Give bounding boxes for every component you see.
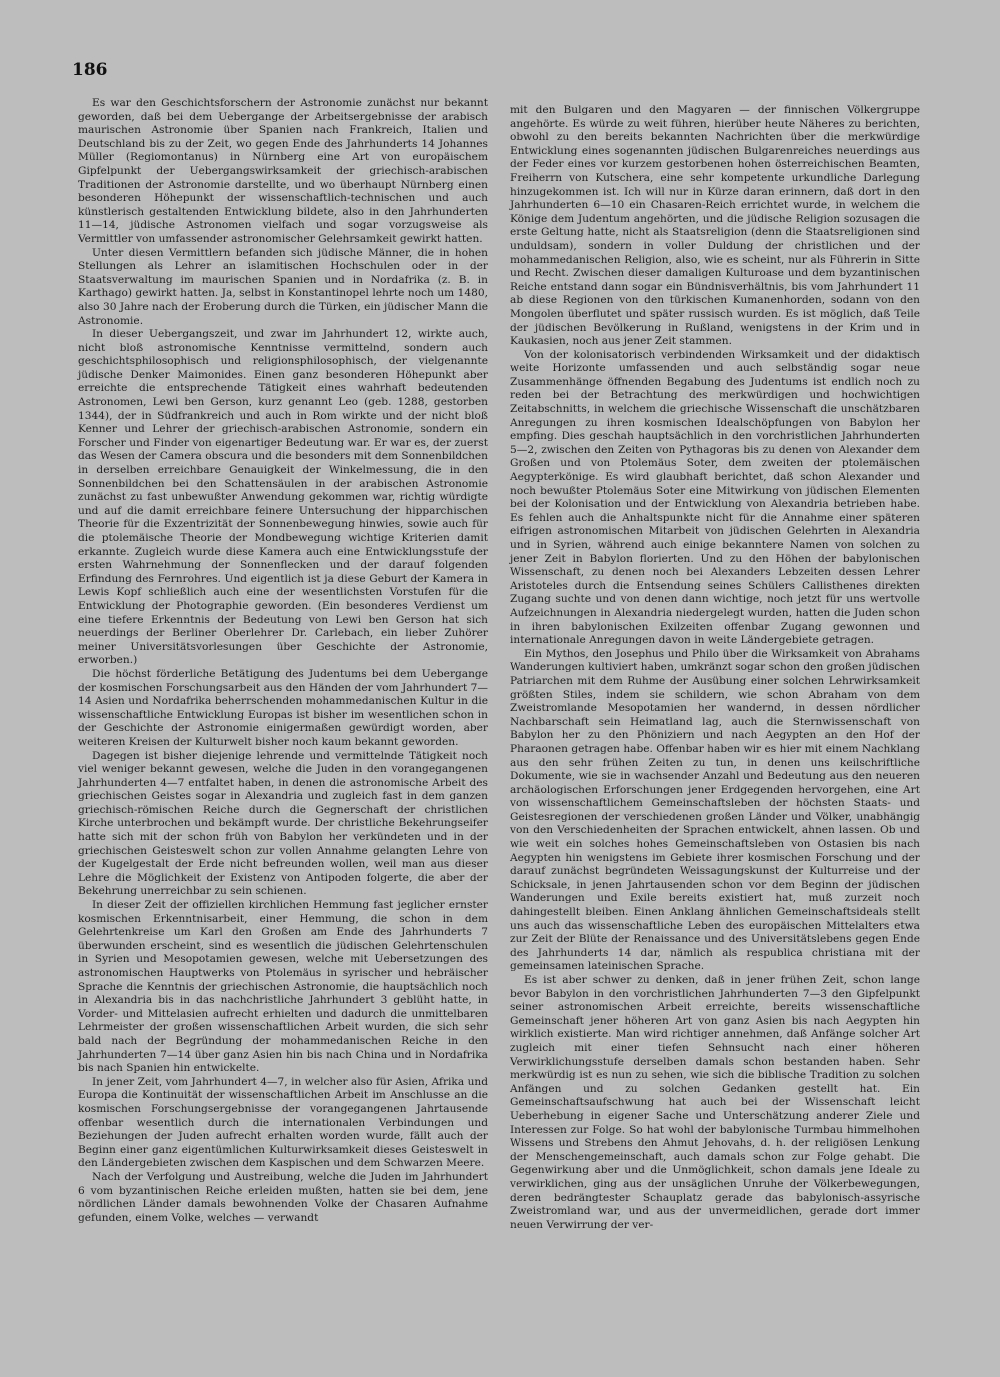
paragraph: Nach der Verfolgung und Austreibung, welche die Juden im Jahrhundert 6 vom byzantinischen Reiche erleiden mußten, hatten sie bei dem, jene nördlichen Länder damals bewohnenden Volke der Chasaren Aufnahme gefunden, einem Volke, welches — verwandt — [78, 1170, 488, 1224]
paragraph: In dieser Uebergangszeit, und zwar im Jahrhundert 12, wirkte auch, nicht bloß astronomische Kenntnisse vermittelnd, sondern auch geschichtsphilosophisch und religionsphilosophisch, der vielgenannte jüdische Denker Maimonides. Einen ganz besonderen Höhepunkt aber erreichte die entsprechende Tätigkeit eines wahrhaft bedeutenden Astronomen, Lewi ben Gerson, kurz genannt Leo (geb. 1288, gestorben 1344), der in Südfrankreich und auch in Rom wirkte und der nicht bloß Kenner und Lehrer der griechisch-arabischen Astronomie, sondern ein Forscher und Finder von eigenartiger Bedeutung war. Er war es, der zuerst das Wesen der Camera obscura und die besonders mit dem Sonnenbildchen in derselben erreichbare Genauigkeit der Winkelmessung, die in den Sonnenbildchen bei den Schattensäulen in der arabischen Astronomie zunächst zu fast unbewußter Anwendung gekommen war, richtig würdigte und auf die damit erreichbare feinere Untersuchung der hipparchischen Theorie für die Exzentrizität der Sonnenbewegung hinwies, sowie auch für die ptolemäische Theorie der Mondbewegung wichtige Kriterien damit erkannte. Zugleich wurde diese Kamera auch eine Entwicklungsstufe der ersten Wahrnehmung der Sonnenflecken und der darauf folgenden Erfindung des Fernrohres. Und eigentlich ist ja diese Geburt der Kamera in Lewis Kopf schließlich auch eine der wesentlichsten Vorstufen für die Entwicklung der Photographie geworden. (Ein besonderes Verdienst um eine tiefere Erkenntnis der Bedeutung von Lewi ben Gerson hat sich neuerdings der Berliner Oberlehrer Dr. Carlebach, ein lieber Zuhörer meiner Universitätsvorlesungen über Geschichte der Astronomie, erworben.) — [78, 328, 488, 667]
right-column — [510, 104, 920, 1232]
paragraph: In jener Zeit, vom Jahrhundert 4—7, in welcher also für Asien, Afrika und Europa die Kontinuität der wissenschaftlichen Arbeit im Anschlusse an die kosmischen Forschungsergebnisse der vorangegangenen Jahrtausende offenbar wesentlich durch die internationalen Verbindungen und Beziehungen der Juden aufrecht erhalten worden wurde, fällt auch der Beginn einer ganz eigentümlichen Kulturwirksamkeit dieses Geisteswelt in den Ländergebieten zwischen dem Kaspischen und dem Schwarzen Meere. — [78, 1075, 488, 1170]
page-number: 186 — [72, 60, 108, 80]
paragraph: Unter diesen Vermittlern befanden sich jüdische Männer, die in hohen Stellungen als Lehrer an islamitischen Hochschulen oder in der Staatsverwaltung im maurischen Spanien und in Nordafrika (z. B. in Karthago) gewirkt hatten. Ja, selbst in Konstantinopel lehrte noch um 1480, also 30 Jahre nach der Eroberung durch die Türken, ein jüdischer Mann die Astronomie. — [78, 246, 488, 327]
paragraph: Von der kolonisatorisch verbindenden Wirksamkeit und der didaktisch weite Horizonte umfassenden und auch selbständig sogar neue Zusammenhänge öffnenden Begabung des Judentums ist endlich noch zu reden bei der Betrachtung des merkwürdigen und hochwichtigen Zeitabschnitts, in welchem die griechische Wissenschaft die unschätzbaren Anregungen zu ihren kosmischen Idealschöpfungen von Babylon her empfing. Dies geschah hauptsächlich in den vorchristlichen Jahrhunderten 5—2, zwischen den Zeiten von Pythagoras bis zu denen von Alexander dem Großen und von Ptolemäus Soter, dem zweiten der ptolemäischen Aegypterkönige. Es wird glaubhaft berichtet, daß schon Alexander und noch bewußter Ptolemäus Soter eine Mitwirkung von jüdischen Elementen bei der Kolonisation und der Entwicklung von Alexandria betrieben habe. Es fehlen auch die Anhaltspunkte nicht für die Annahme einer späteren eifrigen astronomischen Mitarbeit von jüdischen Gelehrten in Alexandria und in Syrien, während auch einige bekanntere Namen von solchen zu jener Zeit in Babylon florierten. Und zu den Höhen der babylonischen Wissenschaft, zu denen noch bei Alexanders Lebzeiten dessen Lehrer Aristoteles durch die Entsendung seines Schülers Callisthenes direkten Zugang suchte und von denen dann wichtige, noch jetzt für uns wertvolle Aufzeichnungen in Alexandria niedergelegt wurden, hatten die Juden schon in ihren babylonischen Exilzeiten offenbar Zugang gewonnen und internationale Anregungen davon in weite Ländergebiete getragen. — [510, 348, 920, 647]
paragraph: Es war den Geschichtsforschern der Astronomie zunächst nur bekannt geworden, daß bei dem Uebergange der Arbeitsergebnisse der arabisch maurischen Astronomie über Spanien nach Frankreich, Italien und Deutschland bis zu der Zeit, wo gegen Ende des Jahrhunderts 14 Johannes Müller (Regiomontanus) in Nürnberg eine Art von europäischem Gipfelpunkt der Uebergangswirksamkeit der griechisch-arabischen Traditionen der Astronomie darstellte, und wo überhaupt Nürnberg einen besonderen Höhepunkt der wissenschaftlich-technischen und auch künstlerisch gestaltenden Entwicklung bildete, also in den Jahrhunderten 11—14, jüdische Astronomen vielfach und sogar vorzugsweise als Vermittler von umfassender astronomischer Gelehrsamkeit gewirkt hatten. — [78, 97, 488, 245]
paragraph: mit den Bulgaren und den Magyaren — der finnischen Völkergruppe angehörte. Es würde zu weit führen, hierüber heute Näheres zu berichten, obwohl zu den bereits bekannten Nachrichten über die merkwürdige Entwicklung eines sogenannten jüdischen Bulgarenreiches neuerdings aus der Feder eines vor kurzem gestorbenen hohen österreichischen Beamten, Freiherrn von Kutschera, eine sehr kompetente urkundliche Darlegung hinzugekommen ist. Ich will nur in Kürze daran erinnern, daß dort in den Jahrhunderten 6—10 ein Chasaren-Reich errichtet wurde, in welchem die Könige dem Judentum angehörten, und die jüdische Religion sozusagen die erste Geltung hatte, nicht als Staatsreligion (denn die Staatsreligionen sind unduldsam), sondern in voller Duldung der christlichen und der mohammedanischen Religion, also, wie es scheint, nur als Führerin in Sitte und Recht. Zwischen dieser damaligen Kulturoase und dem byzantinischen Reiche entstand dann sogar ein Bündnisverhältnis, bis vom Jahrhundert 11 ab diese Regionen von den türkischen Kumanenhorden, sodann von den Mongolen überflutet und später russisch wurden. Es ist möglich, daß Teile der jüdischen Bevölkerung in Rußland, wenigstens in der Krim und in Kaukasien, noch aus jener Zeit stammen. — [510, 104, 920, 348]
paragraph: Es ist aber schwer zu denken, daß in jener frühen Zeit, schon lange bevor Babylon in den vorchristlichen Jahrhunderten 7—3 den Gipfelpunkt seiner astronomischen Arbeit erreichte, bereits wissenschaftliche Gemeinschaft jener höheren Art von ganz Asien bis nach Aegypten hin wirklich existierte. Man wird richtiger annehmen, daß Anfänge solcher Art zugleich mit einer tiefen Sehnsucht nach einer höheren Verwirklichungsstufe derselben damals schon bestanden haben. Sehr merkwürdig ist es nun zu sehen, wie sich die biblische Tradition zu solchen Anfängen und zu solchen Gedanken gestellt hat. Ein Gemeinschaftsaufschwung hat auch bei der Wissenschaft leicht Ueberhebung in eigener Sache und Unterschätzung anderer Ziele und Interessen zur Folge. So hat wohl der babylonische Turmbau himmelhohen Wissens und Strebens den Ahmut Jehovahs, d. h. der religiösen Lenkung der Menschengemeinschaft, auch damals schon zur Folge gehabt. Die Gegenwirkung aber und die Unmöglichkeit, schon damals jene Ideale zu verwirklichen, ging aus der unsäglichen Unruhe der Völkerbewegungen, deren bedrängtester Schauplatz gerade das babylonisch-assyrische Zweistromland war, und aus der unvermeidlichen, gerade dort immer neuen Verwirrung der ver- — [510, 974, 920, 1231]
paragraph: In dieser Zeit der offiziellen kirchlichen Hemmung fast jeglicher ernster kosmischen Erkenntnisarbeit, einer Hemmung, die schon in dem Gelehrtenkreise um Karl den Großen am Ende des Jahrhunderts 7 überwunden erscheint, sind es wesentlich die jüdischen Gelehrtenschulen in Syrien und Mesopotamien gewesen, welche mit Uebersetzungen des astronomischen Hauptwerks von Ptolemäus in syrischer und hebräischer Sprache die Kenntnis der griechischen Astronomie, die hauptsächlich noch in Alexandria bis in das nachchristliche Jahrhundert 3 geblüht hatte, in Vorder- und Mittelasien aufrecht erhielten und dadurch die unmittelbaren Lehrmeister der großen wissenschaftlichen Arbeit wurden, die sich sehr bald nach der Begründung der mohammedanischen Reiche in den Jahrhunderten 7—14 über ganz Asien hin bis nach China und in Nordafrika bis nach Spanien hin entwickelte. — [78, 899, 488, 1075]
paragraph: Die höchst förderliche Betätigung des Judentums bei dem Uebergange der kosmischen Forschungsarbeit aus den Händen der vom Jahrhundert 7—14 Asien und Nordafrika beherrschenden mohammedanischen Kultur in die wissenschaftliche Entwicklung Europas ist bisher im wesentlichen schon in der Geschichte der Astronomie einigermaßen gewürdigt worden, aber weiteren Kreisen der Kulturwelt bisher noch kaum bekannt geworden. — [78, 667, 488, 748]
paragraph: Ein Mythos, den Josephus und Philo über die Wirksamkeit von Abrahams Wanderungen kultiviert haben, umkränzt sogar schon den großen jüdischen Patriarchen mit dem Ruhme der Ausübung einer solchen Lehrwirksamkeit größten Stiles, indem sie schildern, wie schon Abraham von dem Zweistromlande Mesopotamien her wandernd, in dessen nördlicher Nachbarschaft sein Heimatland lag, auch die Sternwissenschaft von Babylon her zu den Phöniziern und nach Aegypten an den Hof der Pharaonen getragen habe. Offenbar haben wir es hier mit einem Nachklang aus den sehr frühen Zeiten zu tun, in denen uns keilschriftliche Dokumente, wie sie in wachsender Anzahl und Bedeutung aus den neueren archäologischen Erforschungen jener Erdgegenden hervorgehen, eine Art von wissenschaftlichem Gemeinschaftsleben der höchsten Staats- und Geistesregionen der verschiedenen großen Länder und Völker, unabhängig von den Verschiedenheiten der Sprachen entwickelt, ahnen lassen. Ob und wie weit ein solches hohes Gemeinschaftsleben von Ostasien bis nach Aegypten hin wenigstens im Gebiete ihrer kosmischen Forschung und der darauf zunächst begründeten Weissagungskunst der Kulturreise und der Schicksale, in jenen Jahrtausenden schon vor dem Beginn der jüdischen Wanderungen und Exile bereits existiert hat, muß zurzeit noch dahingestellt bleiben. Einen Anklang ähnlichen Gemeinschaftsideals stellt uns auch das wissenschaftliche Leben des europäischen Mittelalters etwa zur Zeit der Blüte der Renaissance und des Universitätslebens gegen Ende des Jahrhunderts 14 dar, nämlich als respublica christiana mit der gemeinsamen lateinischen Sprache. — [510, 647, 920, 973]
paragraph: Dagegen ist bisher diejenige lehrende und vermittelnde Tätigkeit noch viel weniger bekannt gewesen, welche die Juden in den vorangegangenen Jahrhunderten 4—7 entfaltet haben, in denen die astronomische Arbeit des griechischen Geistes sogar in Alexandria und zugleich fast in dem ganzen griechisch-römischen Reiche durch die Gegnerschaft der christlichen Kirche unterbrochen und bekämpft wurde. Der christliche Bekehrungseifer hatte sich mit der schon früh von Babylon her verkündeten und in der griechischen Geisteswelt schon zur vollen Annahme gelangten Lehre von der Kugelgestalt der Erde nicht befreunden wollen, weil man aus dieser Lehre die Möglichkeit der Existenz von Antipoden folgerte, die aber der Bekehrung unerreichbar zu sein schienen. — [78, 749, 488, 898]
left-column — [78, 97, 488, 1225]
